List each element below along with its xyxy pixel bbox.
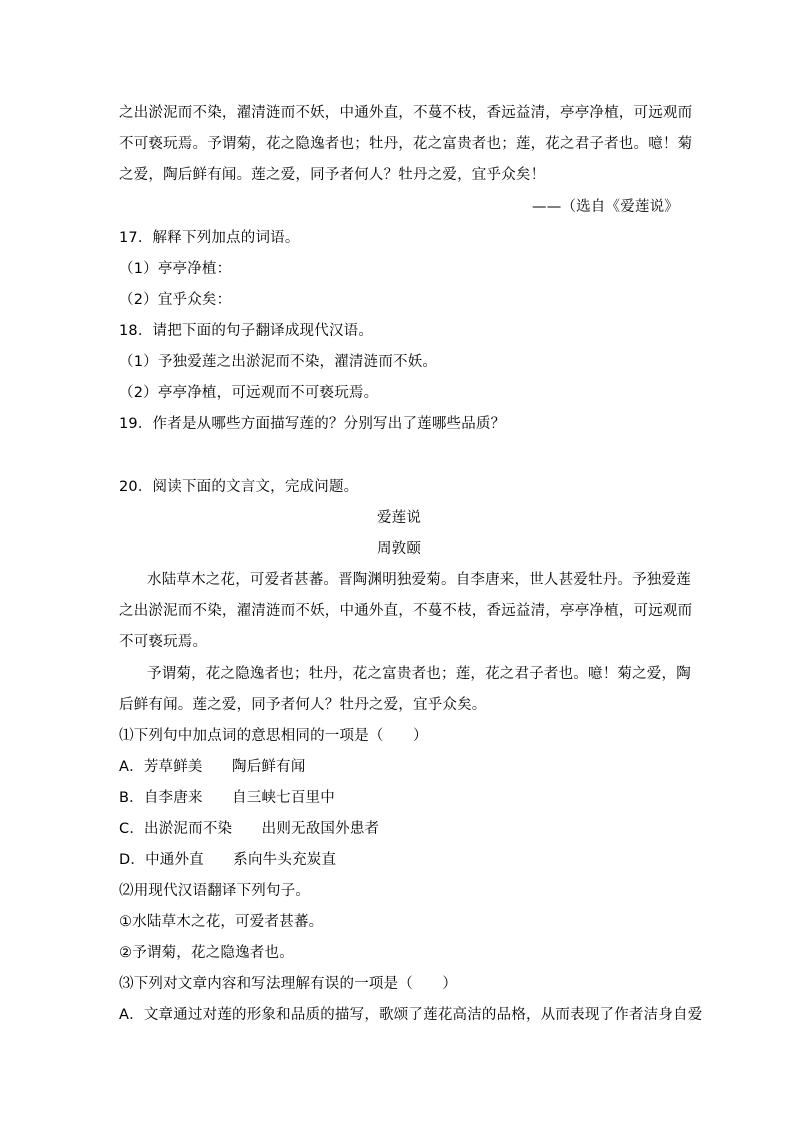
option-c: C．出淤泥而不染 出则无敌国外患者: [119, 821, 380, 837]
passage-paragraph-line: 水陆草木之花，可爱者甚蕃。晋陶渊明独爱菊。自李唐来，世人甚爱牡丹。予独爱莲: [147, 572, 691, 588]
question-17-stem: 17．解释下列加点的词语。: [119, 230, 300, 246]
question-17-item: （2）宜乎众矣：: [119, 292, 232, 308]
option-a: A．芳草鲜美 陶后鲜有闻: [119, 759, 306, 775]
option-d: D．中通外直 系向牛头充炭直: [119, 852, 337, 868]
question-18-item: （1）予独爱莲之出淤泥而不染，濯清涟而不妖。: [119, 354, 438, 370]
passage-paragraph-line: 不可亵玩焉。: [119, 634, 208, 650]
question-20-stem: 20．阅读下面的文言文，完成问题。: [119, 479, 359, 495]
sub-question-2-item: ②予谓菊，花之隐逸者也。: [119, 945, 294, 961]
passage-paragraph-line: 后鲜有闻。莲之爱，同予者何人？牡丹之爱，宜乎众矣。: [119, 697, 487, 713]
sub-question-3: ⑶下列对文章内容和写法理解有误的一项是（ ）: [119, 976, 458, 992]
question-17-item: （1）亭亭净植：: [119, 261, 232, 277]
sub-question-3-option-a: A．文章通过对莲的形象和品质的描写，歌颂了莲花高洁的品格，从而表现了作者洁身自爱: [119, 1007, 703, 1023]
passage-paragraph-line: 之出淤泥而不染，濯清涟而不妖，中通外直，不蔓不枝，香远益清，亭亭净植，可远观而: [119, 603, 693, 619]
passage-line: 之出淤泥而不染，濯清涟而不妖，中通外直，不蔓不枝，香远益清，亭亭净植，可远观而: [119, 105, 693, 121]
passage-paragraph-line: 予谓菊，花之隐逸者也；牡丹，花之富贵者也；莲，花之君子者也。噫！菊之爱，陶: [147, 666, 691, 682]
source-citation: ——（选自《爱莲说》: [532, 199, 679, 215]
passage-line: 之爱，陶后鲜有闻。莲之爱，同予者何人？牡丹之爱，宜乎众矣！: [119, 167, 546, 183]
question-18-item: （2）亭亭净植，可远观而不可亵玩焉。: [119, 385, 379, 401]
question-19-stem: 19．作者是从哪些方面描写莲的？分别写出了莲哪些品质？: [119, 416, 506, 432]
passage-title: 爱莲说: [376, 510, 422, 526]
option-b: B．自李唐来 自三峡七百里中: [119, 790, 335, 806]
sub-question-2-item: ①水陆草木之花，可爱者甚蕃。: [119, 914, 324, 930]
question-18-stem: 18．请把下面的句子翻译成现代汉语。: [119, 323, 374, 339]
sub-question-2: ⑵用现代汉语翻译下列句子。: [119, 883, 311, 899]
passage-author: 周敦颐: [376, 541, 422, 557]
sub-question-1: ⑴下列句中加点词的意思相同的一项是（ ）: [119, 728, 428, 744]
passage-line: 不可亵玩焉。予谓菊，花之隐逸者也；牡丹，花之富贵者也；莲，花之君子者也。噫！菊: [119, 136, 693, 152]
